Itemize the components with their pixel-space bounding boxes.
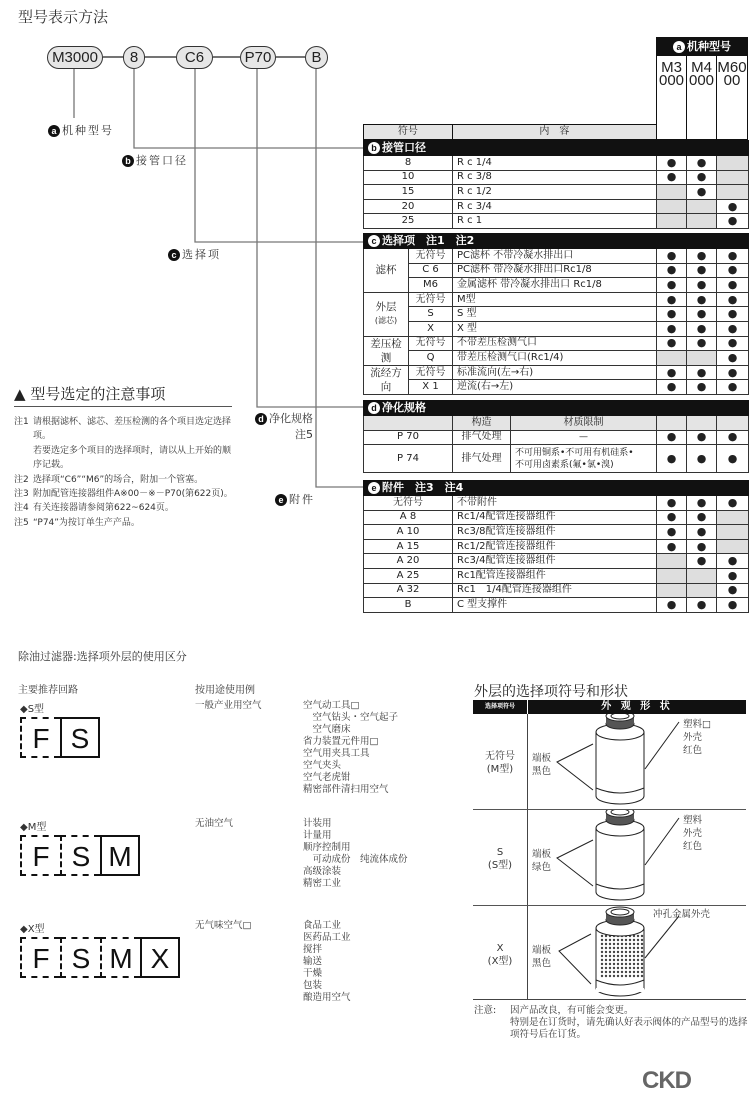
availability-m3000 (657, 568, 687, 583)
availability-m4000: ● (687, 380, 717, 395)
circuit-diagram (20, 835, 140, 876)
availability-m3000: ● (657, 307, 687, 322)
availability-m3000: ● (657, 321, 687, 336)
table-row (364, 156, 749, 171)
table-row (364, 351, 749, 366)
availability-m6000: ● (717, 307, 749, 322)
symbol-cell: C 6 (409, 263, 453, 278)
availability-m4000: ● (687, 263, 717, 278)
symbol-cell: A 32 (364, 583, 453, 598)
label-a: a 机种型号 (48, 122, 114, 138)
group-cell: 外层 (滤芯) (364, 292, 409, 336)
availability-m4000: ● (687, 598, 717, 613)
table-row (364, 263, 749, 278)
usage-purpose: 无油空气 (195, 818, 234, 829)
circuit-diagram (20, 717, 100, 758)
label-d: d 净化规格 注5 (255, 410, 313, 442)
usage-examples: 食品工业 医药品工业 搅拌 输送 干燥 包装 酿造用空气 (303, 920, 351, 1003)
availability-m4000: ● (687, 170, 717, 185)
availability-m4000: ● (687, 496, 717, 511)
availability-m3000: ● (657, 336, 687, 351)
availability-m6000: ● (717, 365, 749, 380)
table-row (364, 568, 749, 583)
symbol-cell: A 8 (364, 510, 453, 525)
circuit-type-label: ◆M型 (20, 822, 47, 833)
availability-m6000: ● (717, 199, 749, 214)
circuit-box: F (20, 835, 60, 876)
symbol-cell: A 15 (364, 539, 453, 554)
availability-m4000: ● (687, 249, 717, 264)
availability-m3000: ● (657, 263, 687, 278)
section-d-header: d 净化规格 (364, 401, 749, 416)
availability-m4000: ● (687, 525, 717, 540)
section-c-table (363, 233, 749, 395)
outer-layer-row: 无符号 (M型) 端板 黑色 塑料□ 外壳 红色 (473, 714, 746, 810)
warning-icon: ▲ (14, 385, 26, 403)
availability-m6000 (717, 185, 749, 200)
circuit-type-label: ◆S型 (20, 704, 45, 715)
availability-m4000 (687, 214, 717, 229)
selection-notes (14, 415, 239, 530)
availability-m3000 (657, 214, 687, 229)
symbol-cell: 无符号 (409, 336, 453, 351)
circuit-type-label: ◆X型 (20, 924, 45, 935)
availability-m6000 (717, 156, 749, 171)
circuit-box: M (100, 835, 140, 876)
symbol-cell: 无符号 (409, 292, 453, 307)
availability-m6000: ● (717, 292, 749, 307)
availability-m6000: ● (717, 249, 749, 264)
filter-element-illustration (473, 714, 746, 810)
availability-m4000: ● (687, 554, 717, 569)
table-row (364, 445, 749, 473)
group-cell: 流经方向 (364, 365, 409, 394)
symbol-cell: A 25 (364, 568, 453, 583)
section-e-header: e 附件 注3 注4 (364, 481, 749, 496)
availability-m4000: ● (687, 445, 717, 473)
availability-m4000 (687, 583, 717, 598)
outer-layer-row: S (S型) 端板 绿色 塑料 外壳 红色 (473, 810, 746, 906)
table-row (364, 510, 749, 525)
usage-col-usage: 按用途使用例 (195, 685, 255, 696)
model-m4000: M4000 (687, 56, 717, 140)
section-e-table (363, 480, 749, 613)
availability-m6000: ● (717, 598, 749, 613)
note-item: 注4 有关连接器请参阅第622~624页。 (14, 503, 174, 514)
content-cell: 标准流向(左→右) (453, 365, 657, 380)
availability-m3000: ● (657, 365, 687, 380)
content-cell: R c 1/2 (453, 185, 657, 200)
availability-m4000: ● (687, 278, 717, 293)
symbol-cell: X 1 (409, 380, 453, 395)
structure-cell: 排气处理 (453, 445, 511, 473)
code-part-option: C6 (176, 46, 213, 69)
ckd-logo: CKD (642, 1067, 691, 1094)
availability-m3000: ● (657, 496, 687, 511)
section-d-table (363, 400, 749, 473)
symbol-cell: 15 (364, 185, 453, 200)
table-row (364, 583, 749, 598)
availability-m6000: ● (717, 351, 749, 366)
availability-m6000 (717, 510, 749, 525)
availability-m4000: ● (687, 539, 717, 554)
availability-m3000 (657, 583, 687, 598)
content-cell: Rc1/2配管连接器组件 (453, 539, 657, 554)
outer-layer-row: X (X型) 端板 黑色 冲孔金属外壳 (473, 906, 746, 1001)
symbol-cell: A 10 (364, 525, 453, 540)
symbol-cell: X (409, 321, 453, 336)
filter-element-illustration (473, 906, 746, 1001)
availability-m3000: ● (657, 445, 687, 473)
availability-m3000: ● (657, 292, 687, 307)
symbol-cell: 20 (364, 199, 453, 214)
symbol-cell: 无符号 (364, 496, 453, 511)
content-cell: X 型 (453, 321, 657, 336)
circuit-box: F (20, 717, 60, 758)
table-row (364, 525, 749, 540)
table-row (364, 170, 749, 185)
note-item: 注5 “P74”为按订单生产产品。 (14, 517, 140, 528)
caution-note: 注意: 因产品改良，有可能会变更。 特别是在订货时，请先确认好表示阀体的产品型号的选择项符号后在订货。 (474, 1005, 748, 1040)
availability-m3000: ● (657, 525, 687, 540)
availability-m4000: ● (687, 321, 717, 336)
symbol-cell: S (409, 307, 453, 322)
table-row (364, 249, 749, 264)
note-item: 注2 选择项“C6”“M6”的场合，附加一个管塞。 (14, 474, 204, 485)
label-b: b 接管口径 (122, 152, 188, 168)
availability-m4000: ● (687, 307, 717, 322)
circuit-box: M (100, 937, 140, 978)
table-row (364, 539, 749, 554)
content-cell: R c 3/8 (453, 170, 657, 185)
usage-examples: 计装用 计量用 顺序控制用 可动成份 纯流体成份 高级涂装 精密工业 (303, 818, 408, 889)
outer-layer-title: 外层的选择项符号和形状 (474, 684, 628, 700)
table-row (364, 496, 749, 511)
table-row (364, 199, 749, 214)
content-cell: Rc3/4配管连接器组件 (453, 554, 657, 569)
availability-m3000: ● (657, 430, 687, 445)
symbol-cell: P 74 (364, 445, 453, 473)
content-cell: 不带附件 (453, 496, 657, 511)
page-title: 型号表示方法 (18, 8, 109, 26)
symbol-cell: A 20 (364, 554, 453, 569)
content-cell: PC滤杯 不带冷凝水排出口 (453, 249, 657, 264)
availability-m4000: ● (687, 292, 717, 307)
content-cell: 不带差压检测气口 (453, 336, 657, 351)
content-cell: C 型支撑件 (453, 598, 657, 613)
symbol-cell: 无符号 (409, 249, 453, 264)
symbol-cell: B (364, 598, 453, 613)
availability-m6000: ● (717, 380, 749, 395)
availability-m6000: ● (717, 336, 749, 351)
content-cell: Rc3/8配管连接器组件 (453, 525, 657, 540)
availability-m4000 (687, 199, 717, 214)
availability-m3000: ● (657, 539, 687, 554)
table-row (364, 278, 749, 293)
circuit-box: X (140, 937, 180, 978)
content-cell: Rc1 1/4配管连接器组件 (453, 583, 657, 598)
availability-m6000: ● (717, 583, 749, 598)
section-b-table (363, 140, 749, 229)
table-row (364, 185, 749, 200)
availability-m3000 (657, 351, 687, 366)
content-cell: Rc1/4配管连接器组件 (453, 510, 657, 525)
circuit-box: S (60, 937, 100, 978)
note-item: 注1 请根据滤杯、滤芯、差压检测的各个项目选定选择项。 若要选定多个项目的选择项时，请以从上开始的顺序记载。 (14, 417, 232, 471)
availability-m6000: ● (717, 263, 749, 278)
availability-m4000: ● (687, 510, 717, 525)
availability-m3000: ● (657, 380, 687, 395)
table-row (364, 292, 749, 307)
content-cell: Rc1配管连接器组件 (453, 568, 657, 583)
table-row (364, 365, 749, 380)
code-part-model: M3000 (47, 46, 103, 69)
code-part-clean: P70 (240, 46, 276, 69)
circuit-box: S (60, 717, 100, 758)
symbol-cell: 8 (364, 156, 453, 171)
availability-m6000: ● (717, 321, 749, 336)
group-cell: 滤杯 (364, 249, 409, 293)
model-m6000: M6000 (717, 59, 747, 89)
content-cell: S 型 (453, 307, 657, 322)
model-m3000: M3000 (657, 56, 687, 140)
table-row (364, 214, 749, 229)
outer-layer-table: 选择项符号 外 观 形 状 无符号 (M型) 端板 黑色 塑料□ 外壳 红色 S (S型) 端板 绿色 塑料 外壳 红色 X (X型) 端板 黑色 冲孔金属外壳 (473, 700, 746, 1000)
availability-m3000: ● (657, 170, 687, 185)
section-b-header: b 接管口径 (364, 141, 749, 156)
symbol-cell: M6 (409, 278, 453, 293)
content-cell: R c 1 (453, 214, 657, 229)
section-d-subheader: 构造 材质限制 (364, 416, 749, 431)
selection-notes-title: ▲ 型号选定的注意事项 (14, 383, 232, 407)
usage-examples: 空气动工具□ 空气钻头・空气起子 空气磨床 省力装置元件用□ 空气用夹具工具 空气夹头 空气老虎钳 精密部件清扫用空气 (303, 700, 399, 795)
availability-m4000: ● (687, 365, 717, 380)
material-cell: 不可用铜系•不可用有机硅系• 不可用卤素系(氟•氯•溴) (511, 445, 657, 473)
availability-m3000 (657, 554, 687, 569)
availability-m6000: ● (717, 568, 749, 583)
content-cell: PC滤杯 带冷凝水排出口Rc1/8 (453, 263, 657, 278)
availability-m3000: ● (657, 249, 687, 264)
availability-m6000 (717, 539, 749, 554)
note-item: 注3 附加配管连接器组件A※00－※－P70(第622页)。 (14, 489, 233, 500)
availability-m6000: ● (717, 445, 749, 473)
circuit-box: S (60, 835, 100, 876)
circuit-box: F (20, 937, 60, 978)
availability-m6000 (717, 525, 749, 540)
label-e: e 附件 (275, 491, 315, 507)
availability-m3000: ● (657, 510, 687, 525)
content-cell: 带差压检测气口(Rc1/4) (453, 351, 657, 366)
circuit-diagram (20, 937, 180, 978)
availability-m3000 (657, 185, 687, 200)
availability-m3000: ● (657, 278, 687, 293)
availability-m4000 (687, 351, 717, 366)
availability-m6000: ● (717, 496, 749, 511)
availability-m3000: ● (657, 598, 687, 613)
structure-cell: 排气处理 (453, 430, 511, 445)
content-cell: 逆流(右→左) (453, 380, 657, 395)
content-cell: M型 (453, 292, 657, 307)
usage-purpose: 无气味空气□ (195, 920, 252, 931)
label-c: c 选择项 (168, 246, 221, 262)
material-cell: — (511, 430, 657, 445)
models-header: a 机种型号 M3000 M4000 M6000 (656, 37, 748, 140)
filter-element-illustration (473, 810, 746, 906)
table-row (364, 380, 749, 395)
availability-m3000: ● (657, 156, 687, 171)
availability-m4000: ● (687, 336, 717, 351)
content-cell: R c 3/4 (453, 199, 657, 214)
availability-m6000: ● (717, 430, 749, 445)
availability-m4000 (687, 568, 717, 583)
symbol-cell: Q (409, 351, 453, 366)
content-cell: R c 1/4 (453, 156, 657, 171)
table-row (364, 336, 749, 351)
group-cell: 差压检测 (364, 336, 409, 365)
code-part-accessory: B (305, 46, 328, 69)
availability-m6000: ● (717, 278, 749, 293)
table-row (364, 430, 749, 445)
availability-m6000: ● (717, 554, 749, 569)
table-row (364, 554, 749, 569)
section-c-header: c 选择项 注1 注2 (364, 234, 749, 249)
availability-m6000: ● (717, 214, 749, 229)
availability-m4000: ● (687, 185, 717, 200)
symbol-cell: 无符号 (409, 365, 453, 380)
usage-title: 除油过滤器:选择项外层的使用区分 (18, 650, 187, 663)
usage-purpose: 一般产业用空气 (195, 700, 262, 711)
table-row (364, 321, 749, 336)
symbol-cell: P 70 (364, 430, 453, 445)
table-row (364, 598, 749, 613)
availability-m6000 (717, 170, 749, 185)
symbol-cell: 10 (364, 170, 453, 185)
spec-column-header: 符号 内 容 (363, 124, 656, 140)
table-row (364, 307, 749, 322)
usage-col-circuit: 主要推荐回路 (18, 685, 78, 696)
availability-m4000: ● (687, 156, 717, 171)
availability-m3000 (657, 199, 687, 214)
availability-m4000: ● (687, 430, 717, 445)
symbol-cell: 25 (364, 214, 453, 229)
content-cell: 金属滤杯 带冷凝水排出口 Rc1/8 (453, 278, 657, 293)
code-part-port: 8 (123, 46, 145, 69)
